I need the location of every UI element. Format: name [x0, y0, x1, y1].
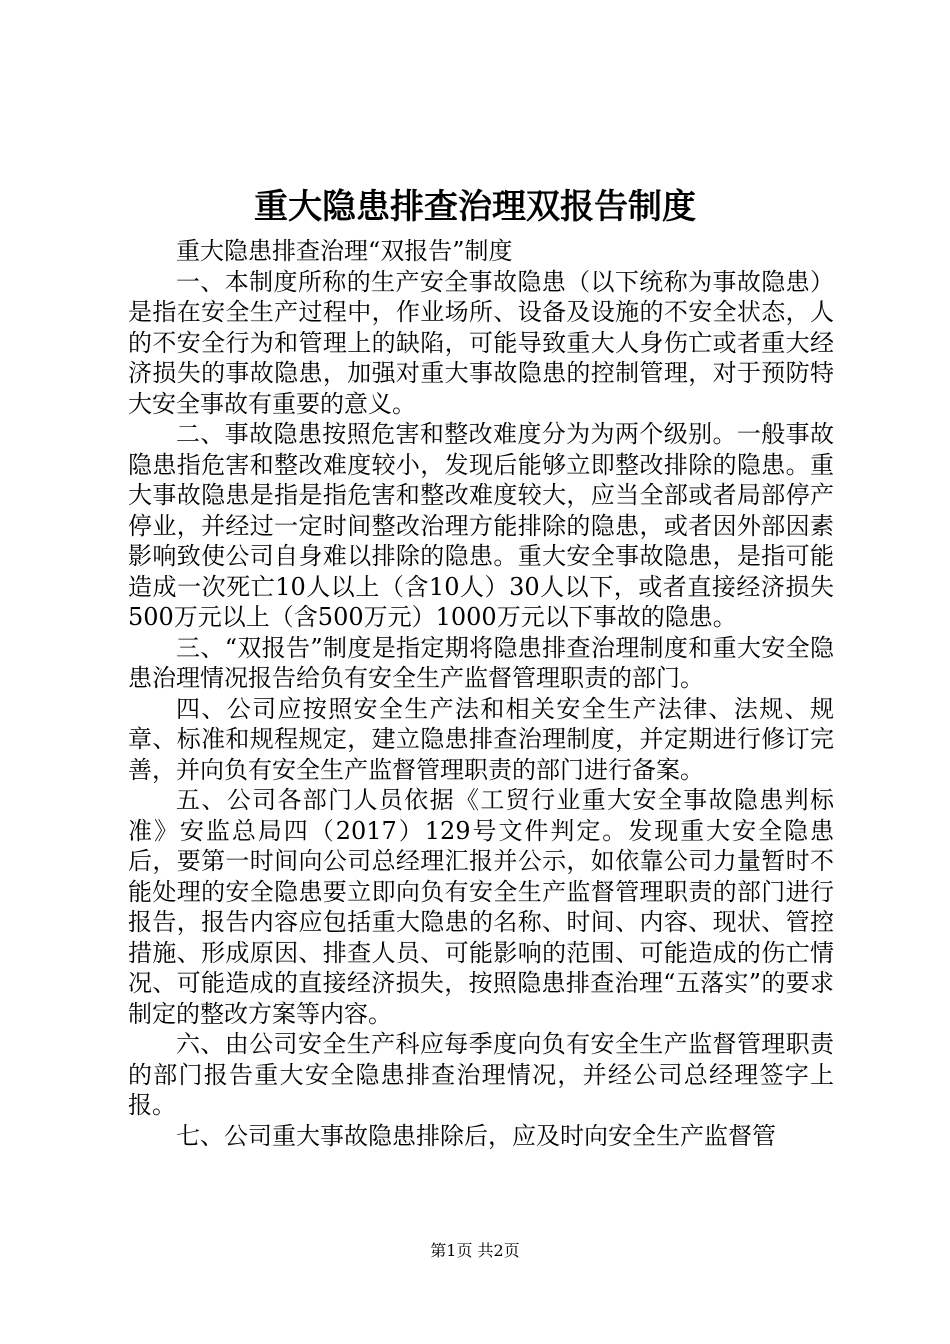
- document-body: [128, 236, 834, 1151]
- paragraph-1: 一、本制度所称的生产安全事故隐患（以下统称为事故隐患）是指在安全生产过程中，作业场所、设备及设施的不安全状态，人的不安全行为和管理上的缺陷，可能导致重大人身伤亡或者重大经济损失的事故隐患，加强对重大事故隐患的控制管理，对于预防特大安全事故有重要的意义。: [128, 267, 834, 418]
- paragraph-3: 三、“双报告”制度是指定期将隐患排查治理制度和重大安全隐患治理情况报告给负有安全生产监督管理职责的部门。: [128, 633, 834, 692]
- paragraph-4: 四、公司应按照安全生产法和相关安全生产法律、法规、规章、标准和规程规定，建立隐患排查治理制度，并定期进行修订完善，并向负有安全生产监督管理职责的部门进行备案。: [128, 694, 834, 784]
- page-number-footer: 第1页 共2页: [430, 1241, 520, 1260]
- paragraph-2: 二、事故隐患按照危害和整改难度分为为两个级别。一般事故隐患指危害和整改难度较小，发现后能够立即整改排除的隐患。重大事故隐患是指是指危害和整改难度较大，应当全部或者局部停产停业，并经过一定时间整改治理方能排除的隐患，或者因外部因素影响致使公司自身难以排除的隐患。重大安全事故隐患，是指可能造成一次死亡10人以上（含10人）30人以下，或者直接经济损失500万元以上（含500万元）1000万元以下事故的隐患。: [128, 420, 834, 631]
- paragraph-5: 五、公司各部门人员依据《工贸行业重大安全事故隐患判标准》安监总局四（2017）129号文件判定。发现重大安全隐患后，要第一时间向公司总经理汇报并公示，如依靠公司力量暂时不能处理的安全隐患要立即向负有安全生产监督管理职责的部门进行报告，报告内容应包括重大隐患的名称、时间、内容、现状、管控措施、形成原因、排查人员、可能影响的范围、可能造成的伤亡情况、可能造成的直接经济损失，按照隐患排查治理“五落实”的要求制定的整改方案等内容。: [128, 786, 834, 1028]
- subtitle-paragraph: 重大隐患排查治理“双报告”制度: [176, 237, 513, 265]
- paragraph-7: 七、公司重大事故隐患排除后，应及时向安全生产监督管: [176, 1121, 776, 1150]
- document-title: 重大隐患排查治理双报告制度: [254, 187, 696, 227]
- paragraph-6: 六、由公司安全生产科应每季度向负有安全生产监督管理职责的部门报告重大安全隐患排查治理情况，并经公司总经理签字上报。: [128, 1030, 834, 1119]
